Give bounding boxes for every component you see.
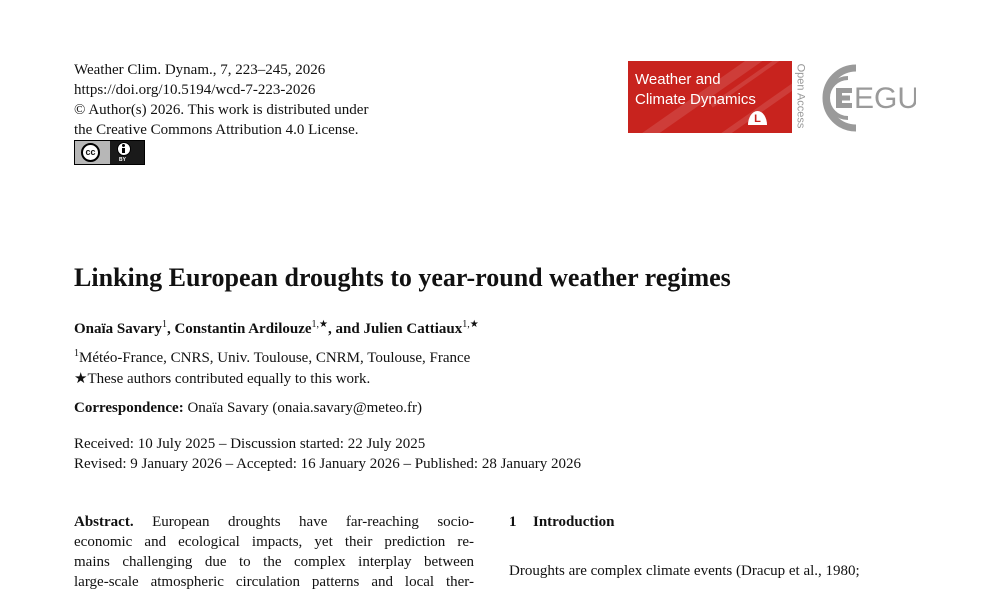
journal-logo-line2: Climate Dynamics [635,91,756,108]
cc-icon: cc [81,143,100,162]
egu-logo-graphic [816,60,916,136]
abstract-line: mains challenging due to the complex interplay between [74,554,474,570]
journal-logo[interactable] [628,61,792,133]
equal-contribution-text: These authors contributed equally to this work. [87,371,371,387]
journal-logo-emblem: L [748,111,767,125]
publication-dates [74,434,581,474]
affiliation-number: 1 [74,348,79,359]
dates-line: Revised: 9 January 2026 – Accepted: 16 January 2026 – Published: 28 January 2026 [74,456,581,472]
author-separator: , [166,321,175,337]
author-affiliation-mark: 1,★ [462,319,479,330]
star-icon: ★ [74,371,88,387]
abstract-text: European droughts have far-reaching socio- [152,514,474,530]
section-heading [509,512,614,532]
affiliations [74,343,470,390]
egu-logo-text: EGU [854,82,916,115]
correspondence [74,398,422,418]
cc-badge-by-text: BY [119,157,126,163]
correspondence-contact[interactable]: Onaïa Savary (onaia.savary@meteo.fr) [187,400,423,416]
open-access-text: Open Access [794,63,807,129]
journal-logo-text [635,70,756,110]
article-title: Linking European droughts to year-round weather regimes [74,263,731,292]
correspondence-label: Correspondence: [74,400,184,416]
abstract-line [74,512,474,532]
abstract [74,512,474,592]
article-metadata [74,60,368,140]
author-affiliation-mark: 1,★ [311,319,329,330]
abstract-line: large-scale atmospheric circulation patterns and local ther- [74,574,474,590]
open-access-label [796,60,812,136]
author-name[interactable]: Constantin Ardilouze [174,321,312,337]
section-title: Introduction [533,514,615,530]
dates-line: Received: 10 July 2025 – Discussion started: 22 July 2025 [74,436,426,452]
affiliation-line [74,343,470,369]
author-name[interactable]: Julien Cattiaux [363,321,463,337]
author-list [74,314,479,340]
journal-logo-line1: Weather and [635,71,721,88]
copyright-notice: © Author(s) 2026. This work is distributed under [74,102,369,118]
egu-logo-icon[interactable] [816,60,916,136]
journal-citation: Weather Clim. Dynam., 7, 223–245, 2026 [74,62,326,78]
author-separator: , and [328,321,364,337]
license-notice: the Creative Commons Attribution 4.0 License. [74,122,359,138]
abstract-label: Abstract. [74,514,134,530]
author-name[interactable]: Onaïa Savary [74,321,162,337]
intro-paragraph: Droughts are complex climate events (Dracup et al., 1980; [509,563,860,579]
doi-link[interactable]: https://doi.org/10.5194/wcd-7-223-2026 [74,82,316,98]
section-number: 1 [509,514,517,530]
abstract-line: economic and ecological impacts, yet their prediction re- [74,534,474,550]
affiliation-text: Météo-France, CNRS, Univ. Toulouse, CNRM, Toulouse, France [79,350,471,366]
cc-by-license-icon[interactable] [74,140,145,165]
attribution-person-icon [117,142,131,156]
author-affiliation-mark: 1 [161,319,167,330]
equal-contribution-note [74,369,470,390]
